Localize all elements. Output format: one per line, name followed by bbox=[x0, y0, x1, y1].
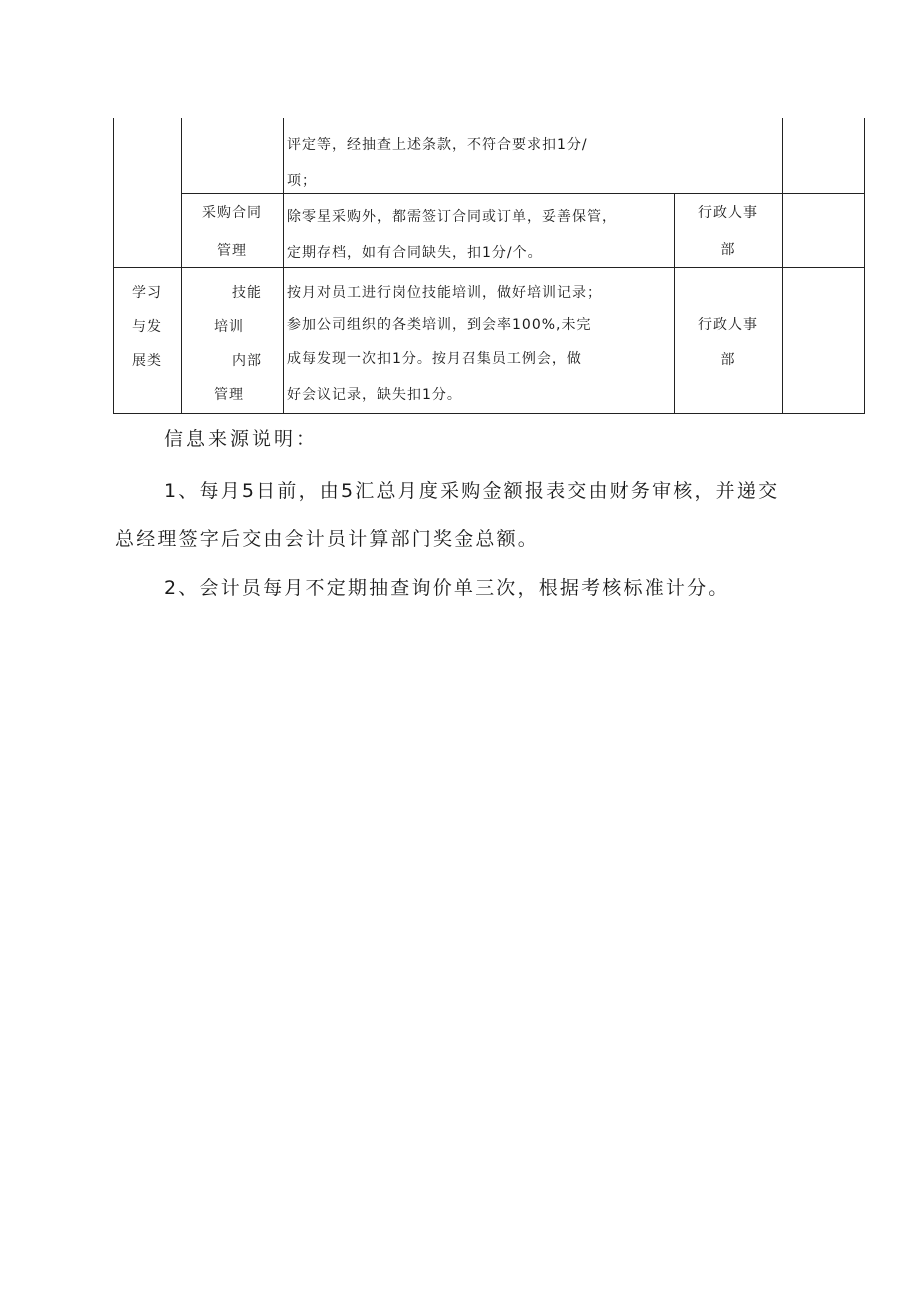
table-cell-content: 项； bbox=[287, 173, 317, 189]
table-cell-item: 内部 bbox=[232, 353, 262, 369]
notes-heading: 信息来源说明： bbox=[164, 428, 319, 450]
table-cell-item: 管理 bbox=[217, 243, 247, 259]
table-cell-category: 学习 bbox=[132, 285, 162, 301]
table-cell-content: 好会议记录，缺失扣1分。 bbox=[287, 387, 462, 403]
note-item-1-line-1: 1、每月5日前，由5汇总月度采购金额报表交由财务审核，并递交 bbox=[164, 480, 780, 502]
table-cell-item: 管理 bbox=[214, 387, 244, 403]
table-line bbox=[674, 193, 675, 414]
table-line bbox=[113, 413, 865, 414]
table-cell-item: 技能 bbox=[232, 285, 262, 301]
table-cell-category: 展类 bbox=[132, 353, 162, 369]
table-line bbox=[283, 118, 284, 414]
table-cell-category: 与发 bbox=[132, 319, 162, 335]
note-item-2: 2、会计员每月不定期抽查询价单三次，根据考核标准计分。 bbox=[164, 577, 730, 599]
table-line bbox=[181, 118, 182, 414]
table-cell-item: 培训 bbox=[214, 319, 244, 335]
table-cell-content: 成每发现一次扣1分。按月召集员工例会，做 bbox=[287, 351, 582, 367]
table-cell-dept: 部 bbox=[720, 352, 736, 368]
table-cell-content: 除零星采购外，都需签订合同或订单，妥善保管， bbox=[287, 209, 617, 225]
note-item-1-line-2: 总经理签字后交由会计员计算部门奖金总额。 bbox=[115, 528, 540, 550]
table-line bbox=[113, 267, 865, 268]
table-line bbox=[782, 118, 783, 414]
table-cell-content: 按月对员工进行岗位技能培训，做好培训记录； bbox=[287, 285, 602, 301]
table-line bbox=[864, 118, 865, 414]
table-cell-item: 采购合同 bbox=[202, 205, 262, 221]
table-cell-content: 参加公司组织的各类培训，到会率100%,未完 bbox=[287, 317, 592, 333]
table-cell-content: 评定等，经抽查上述条款，不符合要求扣1分/ bbox=[287, 137, 588, 153]
table-cell-content: 定期存档，如有合同缺失，扣1分/个。 bbox=[287, 245, 543, 261]
table-cell-dept: 行政人事 bbox=[698, 317, 758, 333]
table-cell-dept: 部 bbox=[720, 242, 736, 258]
table-cell-dept: 行政人事 bbox=[698, 205, 758, 221]
